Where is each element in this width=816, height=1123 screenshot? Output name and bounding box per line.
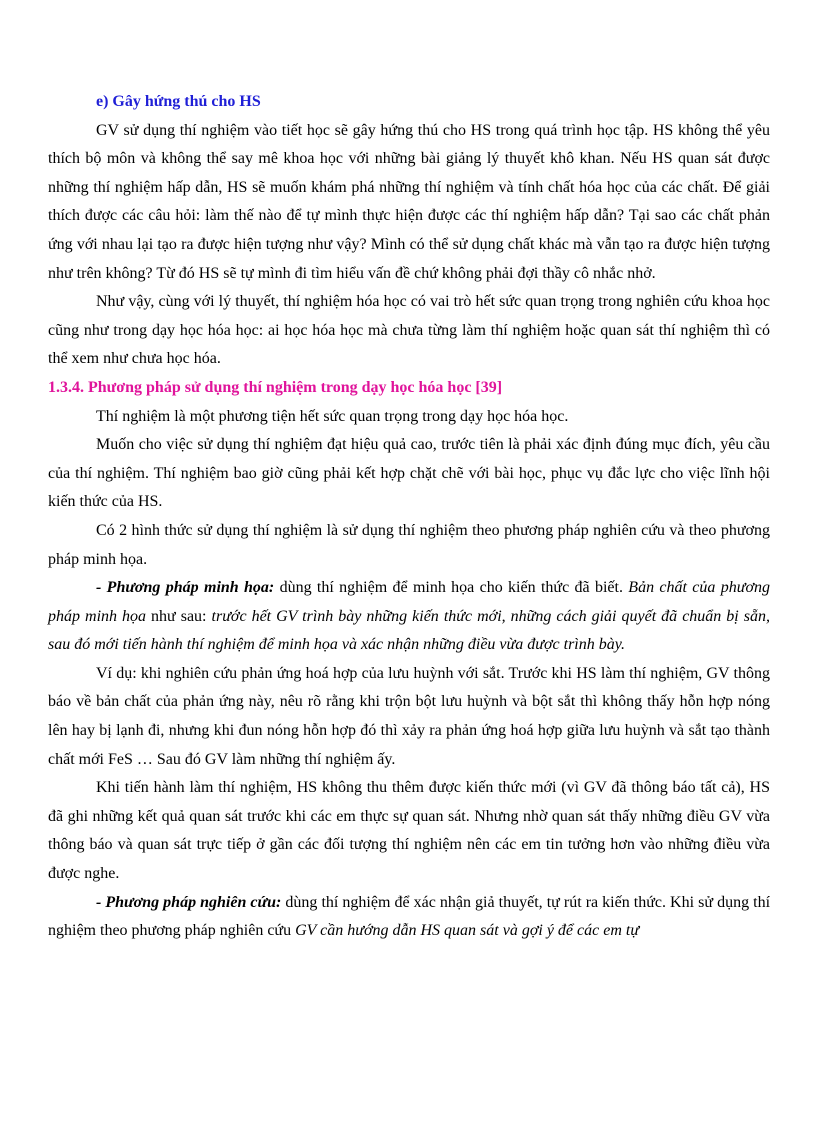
paragraph-research-method: [48, 889, 770, 946]
paragraph-interest: GV sử dụng thí nghiệm vào tiết học sẽ gây hứng thú cho HS trong quá trình học tập. HS không thể yêu thích bộ môn và không thể say mê khoa học với những bài giảng lý thuyết khô khan. Nếu HS quan sát được những thí nghiệm hấp dẫn, HS sẽ muốn khám phá những thí nghiệm và tính chất hóa học của các chất. Để giải thích được các câu hỏi: làm thế nào để tự mình thực hiện được các thí nghiệm hấp dẫn? Tại sao các chất phản ứng với nhau lại tạo ra được hiện tượng như vậy? Mình có thể sử dụng chất khác mà vẫn tạo ra được hiện tượng như trên không? Từ đó HS sẽ tự mình đi tìm hiểu vấn đề chứ không phải đợi thầy cô nhắc nhở.: [48, 121, 770, 282]
paragraph-example: Ví dụ: khi nghiên cứu phản ứng hoá hợp của lưu huỳnh với sắt. Trước khi HS làm thí nghiệm, GV thông báo về bản chất của phản ứng này, nêu rõ rằng khi trộn bột lưu huỳnh và bột sắt thì không thấy hỗn hợp nóng lên hay bị lạnh đi, nhưng khi đun nóng hỗn hợp đó thì xảy ra phản ứng hoá hợp giữa lưu huỳnh và sắt tạo thành chất mới FeS … Sau đó GV làm những thí nghiệm ấy.: [48, 664, 770, 768]
paragraph-two-forms: Có 2 hình thức sử dụng thí nghiệm là sử dụng thí nghiệm theo phương pháp nghiên cứu và theo phương pháp minh họa.: [48, 521, 770, 568]
paragraph-purpose: Muốn cho việc sử dụng thí nghiệm đạt hiệu quả cao, trước tiên là phải xác định đúng mục đích, yêu cầu của thí nghiệm. Thí nghiệm bao giờ cũng phải kết hợp chặt chẽ với bài học, phục vụ đắc lực cho việc lĩnh hội kiến thức của HS.: [48, 436, 770, 511]
paragraph-observation: Khi tiến hành làm thí nghiệm, HS không thu thêm được kiến thức mới (vì GV đã thông báo tất cả), HS đã ghi những kết quả quan sát trước khi các em thực sự quan sát. Nhưng nhờ quan sát thấy những điều GV vừa thông báo và quan sát trực tiếp ở gần các đối tượng thí nghiệm nên các em tin tưởng hơn vào những điều vừa được nghe.: [48, 779, 770, 883]
section-heading-e: e) Gây hứng thú cho HS: [96, 93, 261, 110]
research-method-italic: GV cần hướng dẫn HS quan sát và gợi ý để các em tự: [295, 922, 640, 940]
illustration-method-text: dùng thí nghiệm để minh họa cho kiến thức đã biết.: [274, 579, 629, 597]
section-heading-1-3-4: 1.3.4. Phương pháp sử dụng thí nghiệm trong dạy học hóa học [39]: [48, 378, 503, 396]
paragraph-role: Như vậy, cùng với lý thuyết, thí nghiệm hóa học có vai trò hết sức quan trọng trong nghiên cứu khoa học cũng như trong dạy học hóa học: ai học hóa học mà chưa từng làm thí nghiệm hoặc quan sát thí nghiệm thì có thể xem như chưa học hóa.: [48, 293, 770, 368]
illustration-method-label: - Phương pháp minh họa:: [96, 579, 275, 597]
illustration-method-italic-2: trước hết GV trình bày những kiến thức mới, những cách giải quyết đã chuẩn bị sẵn, sau đó mới tiến hành thí nghiệm để minh họa và xác nhận những điều vừa được trình bày.: [48, 607, 770, 654]
paragraph-intro: Thí nghiệm là một phương tiện hết sức quan trọng trong dạy học hóa học.: [96, 407, 569, 425]
document-page: [48, 88, 770, 946]
illustration-method-italic-1: Bản chất của phương pháp minh họa: [48, 579, 771, 625]
paragraph-illustration-method: [48, 574, 770, 660]
research-method-text: dùng thí nghiệm để xác nhận giả thuyết, tự rút ra kiến thức. Khi sử dụng thí nghiệm theo phương pháp nghiên cứu: [48, 893, 771, 940]
research-method-label: - Phương pháp nghiên cứu:: [96, 893, 282, 911]
illustration-method-mid: như sau:: [146, 607, 212, 625]
